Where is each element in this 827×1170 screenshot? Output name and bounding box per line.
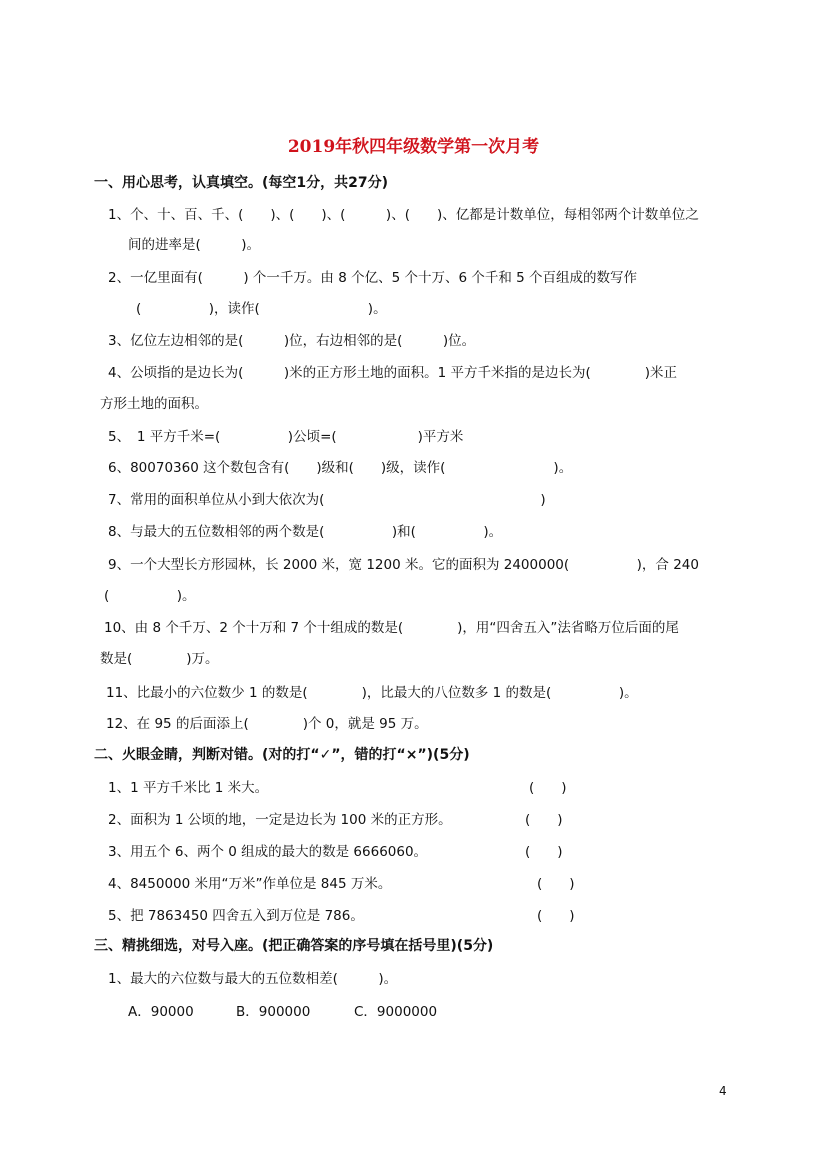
answer-bracket: ( )	[525, 812, 563, 828]
question-line: 6、80070360 这个数包含有( )级和( )级，读作( )。	[108, 460, 573, 476]
judge-item: 2、面积为 1 公顷的地，一定是边长为 100 米的正方形。	[108, 812, 452, 828]
question-line: ( )。	[104, 588, 196, 604]
answer-bracket: ( )	[529, 780, 567, 796]
judge-item: 5、把 7863450 四舍五入到万位是 786。	[108, 908, 364, 924]
section-1-heading: 一、用心思考，认真填空。(每空1分，共27分)	[94, 175, 389, 191]
answer-bracket: ( )	[537, 908, 575, 924]
question-line: 10、由 8 个千万、2 个十万和 7 个十组成的数是( )，用“四舍五入”法省略万位后面的尾	[104, 620, 679, 636]
question-line: 数是( )万。	[100, 651, 219, 667]
option-c: C．9000000	[354, 1004, 438, 1020]
exam-title: 2019年秋四年级数学第一次月考	[287, 137, 540, 157]
section-2-heading: 二、火眼金睛，判断对错。(对的打“✓”，错的打“×”)(5分)	[94, 747, 470, 763]
answer-bracket: ( )	[537, 876, 575, 892]
question-line: 12、在 95 的后面添上( )个 0，就是 95 万。	[106, 716, 428, 732]
question-line: 间的进率是( )。	[128, 237, 261, 253]
question-line: 5、 1 平方千米=( )公顷=( )平方米	[108, 429, 464, 445]
question-line: 9、一个大型长方形园林，长 2000 米，宽 1200 米。它的面积为 2400000( )，合 240	[108, 557, 699, 573]
question-line: ( )，读作( )。	[136, 301, 387, 317]
question-line: 11、比最小的六位数少 1 的数是( )，比最大的八位数多 1 的数是( )。	[106, 685, 638, 701]
judge-item: 4、8450000 米用“万米”作单位是 845 万米。	[108, 876, 392, 892]
question-line: 3、亿位左边相邻的是( )位，右边相邻的是( )位。	[108, 333, 476, 349]
answer-bracket: ( )	[525, 844, 563, 860]
page-number: 4	[719, 1084, 727, 1098]
question-line: 4、公顷指的是边长为( )米的正方形土地的面积。1 平方千米指的是边长为( )米正	[108, 365, 678, 381]
judge-item: 3、用五个 6、两个 0 组成的最大的数是 6666060。	[108, 844, 428, 860]
question-line: 2、一亿里面有( ) 个一千万。由 8 个亿、5 个十万、6 个千和 5 个百组成的数写作	[108, 270, 638, 286]
question-line: 方形土地的面积。	[100, 396, 208, 412]
section-3-heading: 三、精挑细选，对号入座。(把正确答案的序号填在括号里)(5分)	[94, 938, 494, 954]
question-line: 1、个、十、百、千、( )、( )、( )、( )、亿都是计数单位，每相邻两个计数单位之	[108, 207, 699, 223]
choice-question: 1、最大的六位数与最大的五位数相差( )。	[108, 971, 398, 987]
option-a: A．90000	[128, 1004, 194, 1020]
option-b: B．900000	[236, 1004, 311, 1020]
question-line: 7、常用的面积单位从小到大依次为( )	[108, 492, 546, 508]
question-line: 8、与最大的五位数相邻的两个数是( )和( )。	[108, 524, 503, 540]
judge-item: 1、1 平方千米比 1 米大。	[108, 780, 269, 796]
